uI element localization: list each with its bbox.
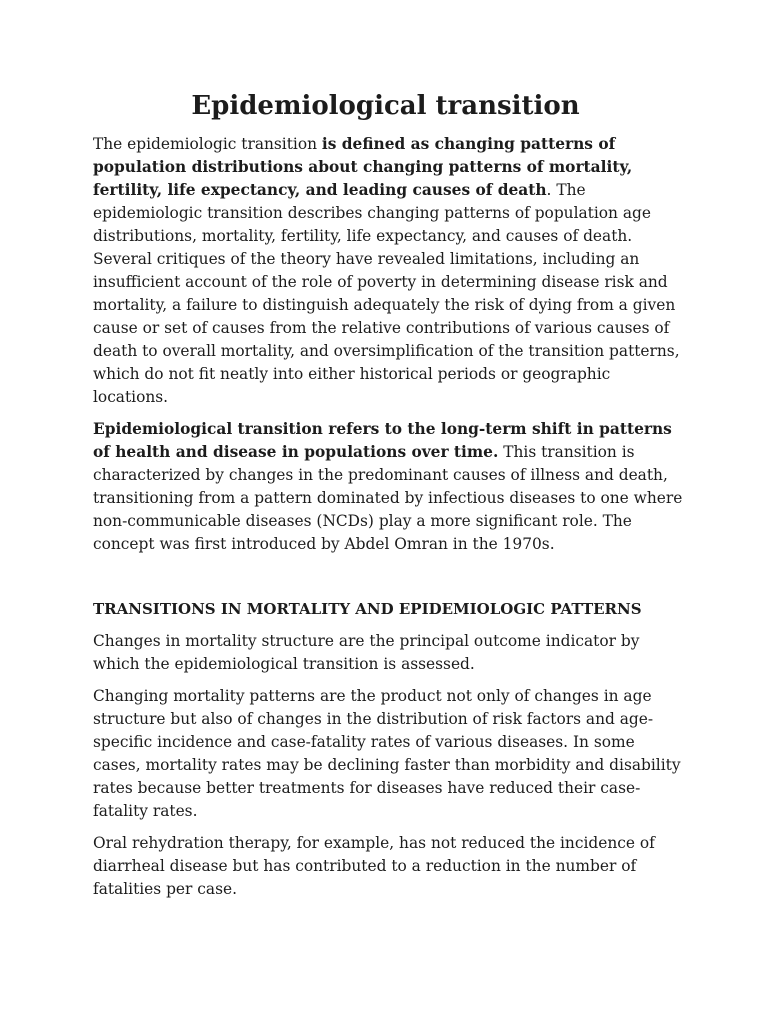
paragraph-long-term-shift-bold: Epidemiological transition refers to the long-term shift in patterns of health and disease in populations over time. — [93, 420, 672, 461]
paragraph-definition — [93, 133, 683, 409]
paragraph-long-term-shift — [93, 418, 683, 556]
paragraph-mortality-structure: Changes in mortality structure are the principal outcome indicator by which the epidemiological transition is assessed. — [93, 632, 640, 673]
section-heading: TRANSITIONS IN MORTALITY AND EPIDEMIOLOGIC PATTERNS — [93, 600, 642, 618]
paragraph-long-term-shift-rest: This transition is characterized by changes in the predominant causes of illness and death, transitioning from a pattern dominated by infectious diseases to one where non-communicable diseases (NCDs) play a more significant role. The concept was first introduced by Abdel Omran in the 1970s. — [93, 443, 683, 553]
paragraph-definition-bold: is defined as changing patterns of population distributions about changing patterns of mortality, fertility, life expectancy, and leading causes of death — [93, 135, 633, 199]
paragraph-definition-lead: The epidemiologic transition — [93, 135, 322, 153]
document-title: Epidemiological transition — [191, 91, 580, 121]
paragraph-definition-rest: . The epidemiologic transition describes changing patterns of population age distributions, mortality, fertility, life expectancy, and causes of death. Several critiques of the theory have revealed limitations, including an insufficient account of the role of poverty in determining disease risk and mortality, a failure to distinguish adequately the risk of dying from a given cause or set of causes from the relative contributions of various causes of death to overall mortality, and oversimplification of the transition patterns, which do not fit neatly into either historical periods or geographic locations. — [93, 181, 680, 406]
paragraph-mortality-patterns: Changing mortality patterns are the product not only of changes in age structure but also of changes in the distribution of risk factors and age-specific incidence and case-fatality rates of various diseases. In some cases, mortality rates may be declining faster than morbidity and disability rates because better treatments for diseases have reduced their case-fatality rates. — [93, 687, 681, 820]
paragraph-oral-rehydration: Oral rehydration therapy, for example, has not reduced the incidence of diarrheal disease but has contributed to a reduction in the number of fatalities per case. — [93, 834, 655, 898]
document-page — [93, 0, 683, 901]
